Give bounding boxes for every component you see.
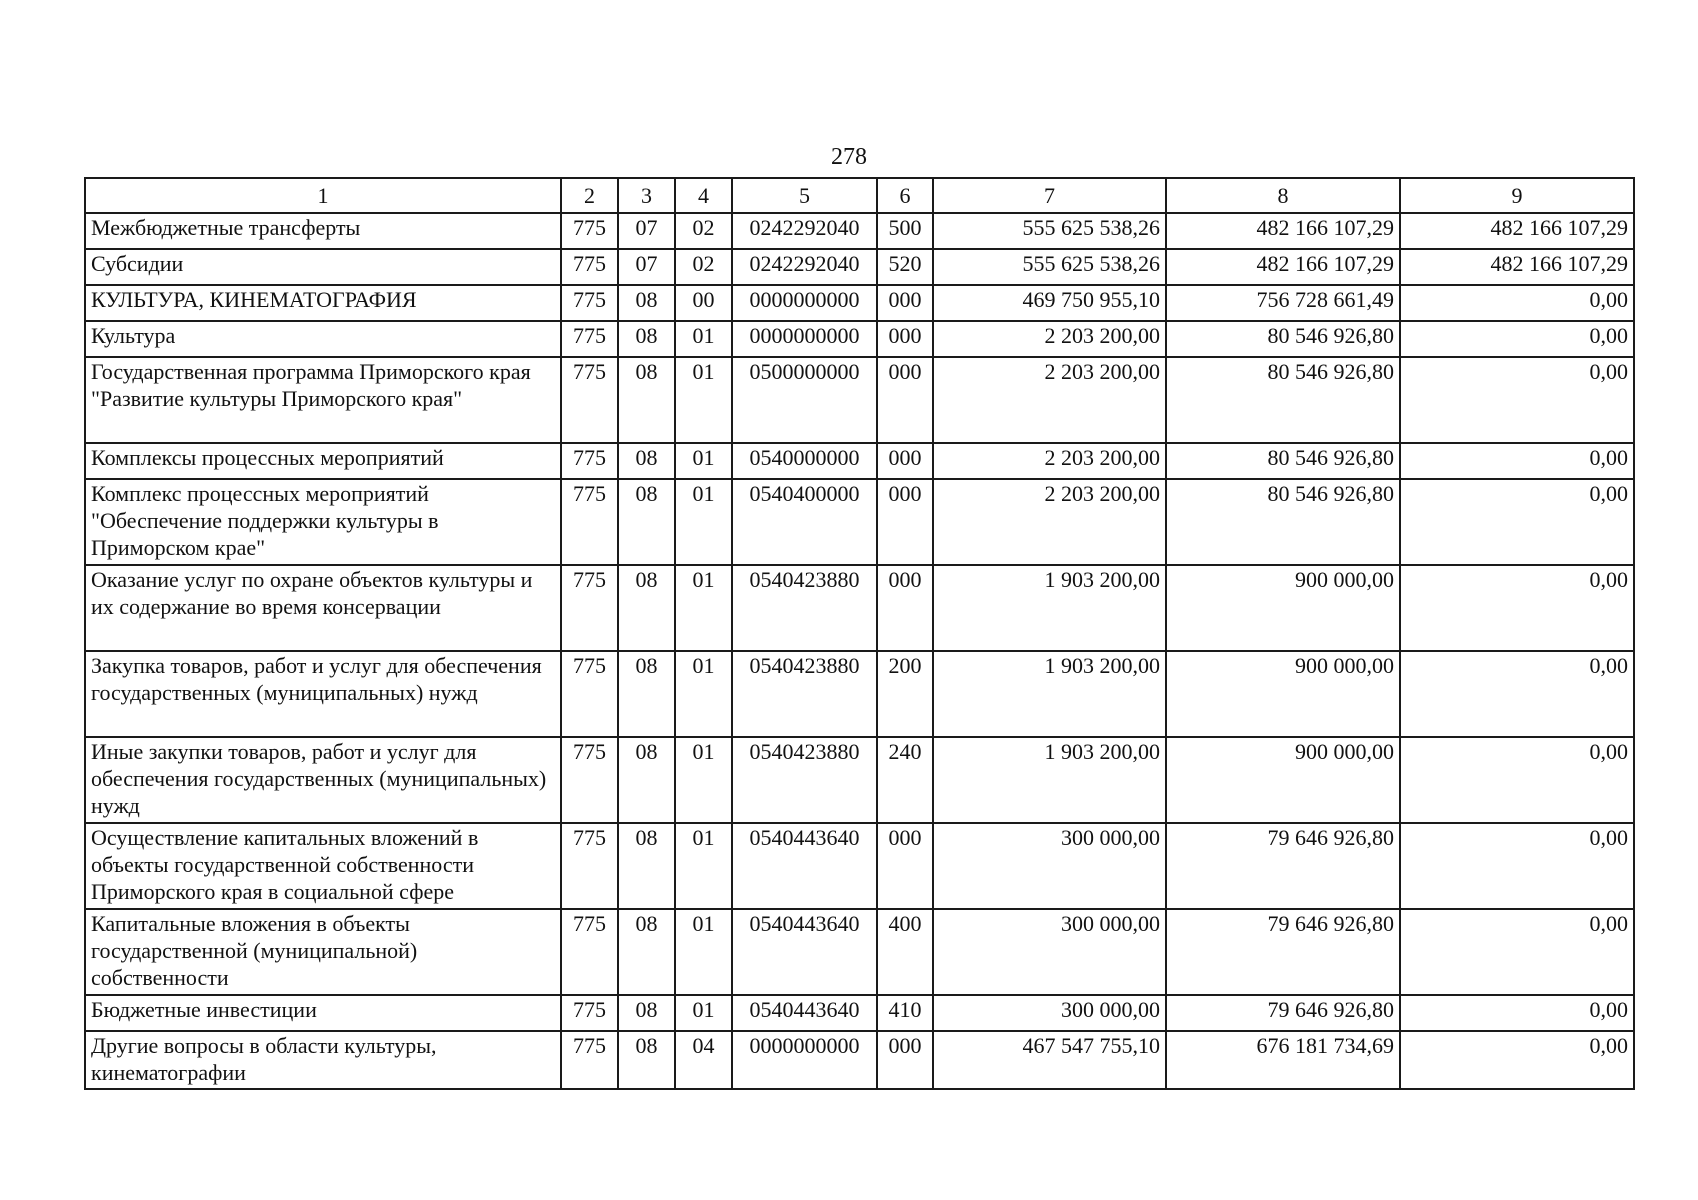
table-row: [85, 1031, 1634, 1089]
row-amount-cell: 0,00: [1400, 737, 1634, 823]
row-name-cell: Закупка товаров, работ и услуг для обеспечения государственных (муниципальных) нужд: [85, 651, 561, 737]
row-code-cell: 0000000000: [732, 321, 877, 357]
row-code-cell: 000: [877, 285, 933, 321]
table-row: [85, 737, 1634, 823]
row-name-cell: КУЛЬТУРА, КИНЕМАТОГРАФИЯ: [85, 285, 561, 321]
row-code-cell: 08: [618, 1031, 675, 1089]
row-amount-cell: 80 546 926,80: [1166, 479, 1400, 565]
row-amount-cell: 482 166 107,29: [1166, 213, 1400, 249]
row-amount-cell: 555 625 538,26: [933, 213, 1166, 249]
row-code-cell: 08: [618, 651, 675, 737]
row-code-cell: 0242292040: [732, 213, 877, 249]
row-code-cell: 0242292040: [732, 249, 877, 285]
row-amount-cell: 0,00: [1400, 285, 1634, 321]
row-amount-cell: 756 728 661,49: [1166, 285, 1400, 321]
row-code-cell: 775: [561, 249, 618, 285]
row-name-cell: Оказание услуг по охране объектов культуры и их содержание во время консервации: [85, 565, 561, 651]
row-code-cell: 775: [561, 995, 618, 1031]
column-header: 5: [732, 178, 877, 213]
table-row: [85, 249, 1634, 285]
row-amount-cell: 79 646 926,80: [1166, 909, 1400, 995]
row-code-cell: 0540400000: [732, 479, 877, 565]
row-name-cell: Субсидии: [85, 249, 561, 285]
row-code-cell: 500: [877, 213, 933, 249]
row-amount-cell: 0,00: [1400, 357, 1634, 443]
row-code-cell: 02: [675, 213, 732, 249]
budget-table: [84, 177, 1635, 1090]
row-name-cell: Комплекс процессных мероприятий "Обеспечение поддержки культуры в Приморском крае": [85, 479, 561, 565]
row-code-cell: 07: [618, 249, 675, 285]
row-code-cell: 0000000000: [732, 285, 877, 321]
row-code-cell: 07: [618, 213, 675, 249]
row-amount-cell: 555 625 538,26: [933, 249, 1166, 285]
row-amount-cell: 300 000,00: [933, 995, 1166, 1031]
row-amount-cell: 0,00: [1400, 823, 1634, 909]
row-code-cell: 775: [561, 823, 618, 909]
row-amount-cell: 0,00: [1400, 479, 1634, 565]
row-code-cell: 04: [675, 1031, 732, 1089]
row-amount-cell: 469 750 955,10: [933, 285, 1166, 321]
row-code-cell: 08: [618, 321, 675, 357]
row-code-cell: 520: [877, 249, 933, 285]
row-code-cell: 01: [675, 995, 732, 1031]
row-code-cell: 08: [618, 443, 675, 479]
row-amount-cell: 900 000,00: [1166, 651, 1400, 737]
row-name-cell: Другие вопросы в области культуры, кинематографии: [85, 1031, 561, 1089]
row-code-cell: 0540443640: [732, 995, 877, 1031]
row-code-cell: 01: [675, 737, 732, 823]
row-amount-cell: 1 903 200,00: [933, 651, 1166, 737]
table-row: [85, 443, 1634, 479]
row-name-cell: Бюджетные инвестиции: [85, 995, 561, 1031]
row-code-cell: 775: [561, 357, 618, 443]
row-code-cell: 775: [561, 285, 618, 321]
row-code-cell: 400: [877, 909, 933, 995]
row-amount-cell: 80 546 926,80: [1166, 443, 1400, 479]
table-body: [85, 213, 1634, 1089]
row-amount-cell: 2 203 200,00: [933, 443, 1166, 479]
row-code-cell: 0540000000: [732, 443, 877, 479]
row-code-cell: 01: [675, 443, 732, 479]
row-code-cell: 0540423880: [732, 737, 877, 823]
row-code-cell: 01: [675, 909, 732, 995]
row-amount-cell: 482 166 107,29: [1400, 213, 1634, 249]
row-name-cell: Межбюджетные трансферты: [85, 213, 561, 249]
row-code-cell: 775: [561, 1031, 618, 1089]
row-amount-cell: 1 903 200,00: [933, 737, 1166, 823]
page-number: 278: [831, 144, 867, 170]
row-code-cell: 000: [877, 565, 933, 651]
row-code-cell: 775: [561, 651, 618, 737]
table-row: [85, 357, 1634, 443]
row-code-cell: 775: [561, 737, 618, 823]
row-code-cell: 00: [675, 285, 732, 321]
row-amount-cell: 482 166 107,29: [1166, 249, 1400, 285]
row-code-cell: 08: [618, 357, 675, 443]
row-amount-cell: 0,00: [1400, 651, 1634, 737]
row-name-cell: Культура: [85, 321, 561, 357]
column-header: 2: [561, 178, 618, 213]
row-amount-cell: 300 000,00: [933, 909, 1166, 995]
row-amount-cell: 0,00: [1400, 995, 1634, 1031]
row-amount-cell: 0,00: [1400, 1031, 1634, 1089]
column-number-header-row: [85, 178, 1634, 213]
row-name-cell: Осуществление капитальных вложений в объекты государственной собственности Приморского края в социальной сфере: [85, 823, 561, 909]
row-amount-cell: 0,00: [1400, 909, 1634, 995]
row-code-cell: 000: [877, 1031, 933, 1089]
row-amount-cell: 300 000,00: [933, 823, 1166, 909]
row-code-cell: 08: [618, 995, 675, 1031]
row-code-cell: 775: [561, 565, 618, 651]
row-name-cell: Государственная программа Приморского края "Развитие культуры Приморского края": [85, 357, 561, 443]
row-code-cell: 0540423880: [732, 651, 877, 737]
row-code-cell: 0000000000: [732, 1031, 877, 1089]
row-code-cell: 01: [675, 357, 732, 443]
row-code-cell: 000: [877, 823, 933, 909]
row-code-cell: 410: [877, 995, 933, 1031]
row-code-cell: 240: [877, 737, 933, 823]
row-code-cell: 0540443640: [732, 823, 877, 909]
row-amount-cell: 2 203 200,00: [933, 321, 1166, 357]
row-code-cell: 0540423880: [732, 565, 877, 651]
column-header: 7: [933, 178, 1166, 213]
column-header: 4: [675, 178, 732, 213]
column-header: 3: [618, 178, 675, 213]
row-code-cell: 775: [561, 443, 618, 479]
row-code-cell: 08: [618, 285, 675, 321]
row-amount-cell: 2 203 200,00: [933, 479, 1166, 565]
row-code-cell: 01: [675, 651, 732, 737]
row-code-cell: 08: [618, 823, 675, 909]
table-row: [85, 321, 1634, 357]
row-code-cell: 000: [877, 357, 933, 443]
table-row: [85, 823, 1634, 909]
row-amount-cell: 676 181 734,69: [1166, 1031, 1400, 1089]
row-code-cell: 775: [561, 213, 618, 249]
row-amount-cell: 2 203 200,00: [933, 357, 1166, 443]
table-row: [85, 651, 1634, 737]
row-code-cell: 08: [618, 909, 675, 995]
row-amount-cell: 79 646 926,80: [1166, 995, 1400, 1031]
table-row: [85, 213, 1634, 249]
row-amount-cell: 79 646 926,80: [1166, 823, 1400, 909]
row-amount-cell: 0,00: [1400, 565, 1634, 651]
row-amount-cell: 482 166 107,29: [1400, 249, 1634, 285]
row-code-cell: 000: [877, 321, 933, 357]
row-code-cell: 02: [675, 249, 732, 285]
row-name-cell: Иные закупки товаров, работ и услуг для обеспечения государственных (муниципальных) нужд: [85, 737, 561, 823]
row-code-cell: 01: [675, 565, 732, 651]
row-amount-cell: 80 546 926,80: [1166, 321, 1400, 357]
table-row: [85, 909, 1634, 995]
row-code-cell: 000: [877, 443, 933, 479]
column-header: 8: [1166, 178, 1400, 213]
column-header: 9: [1400, 178, 1634, 213]
row-amount-cell: 467 547 755,10: [933, 1031, 1166, 1089]
row-amount-cell: 900 000,00: [1166, 737, 1400, 823]
row-amount-cell: 0,00: [1400, 321, 1634, 357]
row-code-cell: 200: [877, 651, 933, 737]
row-code-cell: 0540443640: [732, 909, 877, 995]
row-name-cell: Капитальные вложения в объекты государственной (муниципальной) собственности: [85, 909, 561, 995]
table-row: [85, 285, 1634, 321]
table-row: [85, 479, 1634, 565]
row-code-cell: 775: [561, 479, 618, 565]
row-name-cell: Комплексы процессных мероприятий: [85, 443, 561, 479]
row-code-cell: 775: [561, 909, 618, 995]
row-amount-cell: 0,00: [1400, 443, 1634, 479]
table-row: [85, 995, 1634, 1031]
column-header: 6: [877, 178, 933, 213]
row-code-cell: 000: [877, 479, 933, 565]
table-row: [85, 565, 1634, 651]
row-code-cell: 01: [675, 321, 732, 357]
row-code-cell: 0500000000: [732, 357, 877, 443]
row-amount-cell: 900 000,00: [1166, 565, 1400, 651]
column-header: 1: [85, 178, 561, 213]
row-code-cell: 775: [561, 321, 618, 357]
row-code-cell: 01: [675, 479, 732, 565]
row-amount-cell: 80 546 926,80: [1166, 357, 1400, 443]
row-code-cell: 08: [618, 479, 675, 565]
row-code-cell: 01: [675, 823, 732, 909]
row-amount-cell: 1 903 200,00: [933, 565, 1166, 651]
row-code-cell: 08: [618, 737, 675, 823]
row-code-cell: 08: [618, 565, 675, 651]
